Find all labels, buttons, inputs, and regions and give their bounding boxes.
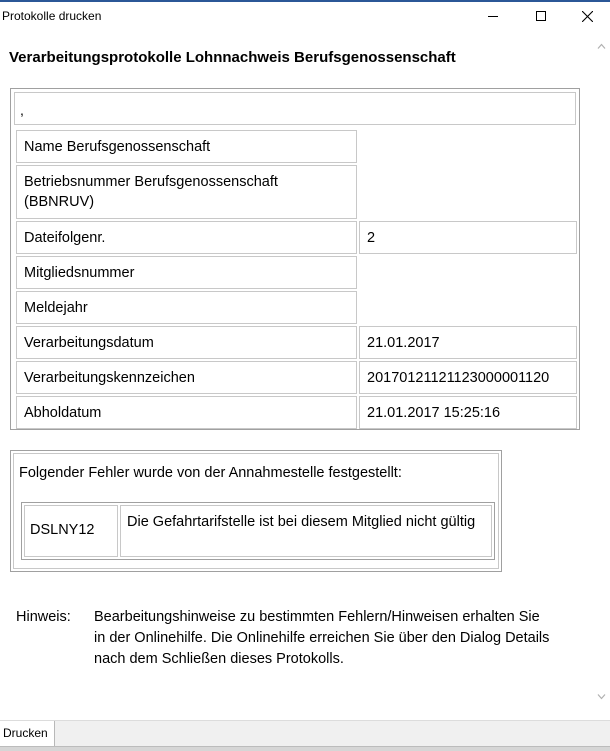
- error-heading: Folgender Fehler wurde von der Annahmestelle festgestellt:: [19, 465, 402, 481]
- report-view: [0, 30, 593, 720]
- page-title: Verarbeitungsprotokolle Lohnnachweis Berufsgenossenschaft: [9, 49, 456, 66]
- table-row: [16, 130, 577, 163]
- close-icon: [582, 11, 593, 22]
- row-value: 21.01.2017: [359, 326, 577, 359]
- error-code: DSLNY12: [24, 505, 118, 557]
- close-button[interactable]: [564, 2, 610, 30]
- error-panel: [13, 453, 499, 569]
- report-frame: [10, 88, 580, 430]
- header-cell: ,: [14, 92, 576, 125]
- vertical-scrollbar[interactable]: [593, 30, 610, 720]
- table-row: [16, 361, 577, 394]
- table-row: [16, 326, 577, 359]
- table-row: [16, 396, 577, 429]
- row-value: [359, 130, 577, 163]
- row-label: Name Berufsgenossenschaft: [16, 130, 357, 163]
- row-value: 20170121121123000001120: [359, 361, 577, 394]
- row-label: Meldejahr: [16, 291, 357, 324]
- window-title: Protokolle drucken: [2, 9, 102, 23]
- tab-drucken[interactable]: Drucken: [0, 721, 55, 748]
- row-label: Dateifolgenr.: [16, 221, 357, 254]
- minimize-button[interactable]: [470, 2, 516, 30]
- title-bar: [0, 0, 610, 30]
- scroll-down-icon[interactable]: [597, 692, 606, 701]
- error-section: [10, 450, 502, 572]
- row-label: Betriebsnummer Berufsgenossenschaft (BBNRUV): [16, 165, 357, 219]
- window-bottom-border: [0, 746, 610, 751]
- table-row: [16, 165, 577, 219]
- hint-text: Bearbeitungshinweise zu bestimmten Fehlern/Hinweisen erhalten Sie in der Onlinehilfe. Die Onlinehilfe erreichen Sie über den Dialog Details nach dem Schließen dieses Protokolls.: [94, 609, 550, 667]
- maximize-icon: [536, 11, 546, 21]
- table-row: [16, 291, 577, 324]
- row-label: Mitgliedsnummer: [16, 256, 357, 289]
- report-table: [14, 128, 579, 431]
- hint-label: Hinweis:: [16, 609, 71, 625]
- row-value: [359, 256, 577, 289]
- row-value: [359, 165, 577, 219]
- table-row: [16, 221, 577, 254]
- row-value: 21.01.2017 15:25:16: [359, 396, 577, 429]
- row-label: Verarbeitungskennzeichen: [16, 361, 357, 394]
- scroll-up-icon[interactable]: [597, 42, 606, 51]
- row-label: Abholdatum: [16, 396, 357, 429]
- row-value: 2: [359, 221, 577, 254]
- minimize-icon: [488, 11, 498, 21]
- row-value: [359, 291, 577, 324]
- maximize-button[interactable]: [518, 2, 564, 30]
- row-label: Verarbeitungsdatum: [16, 326, 357, 359]
- table-row: [16, 256, 577, 289]
- error-table: [21, 502, 495, 560]
- error-message: Die Gefahrtarifstelle ist bei diesem Mitglied nicht gültig: [120, 505, 492, 557]
